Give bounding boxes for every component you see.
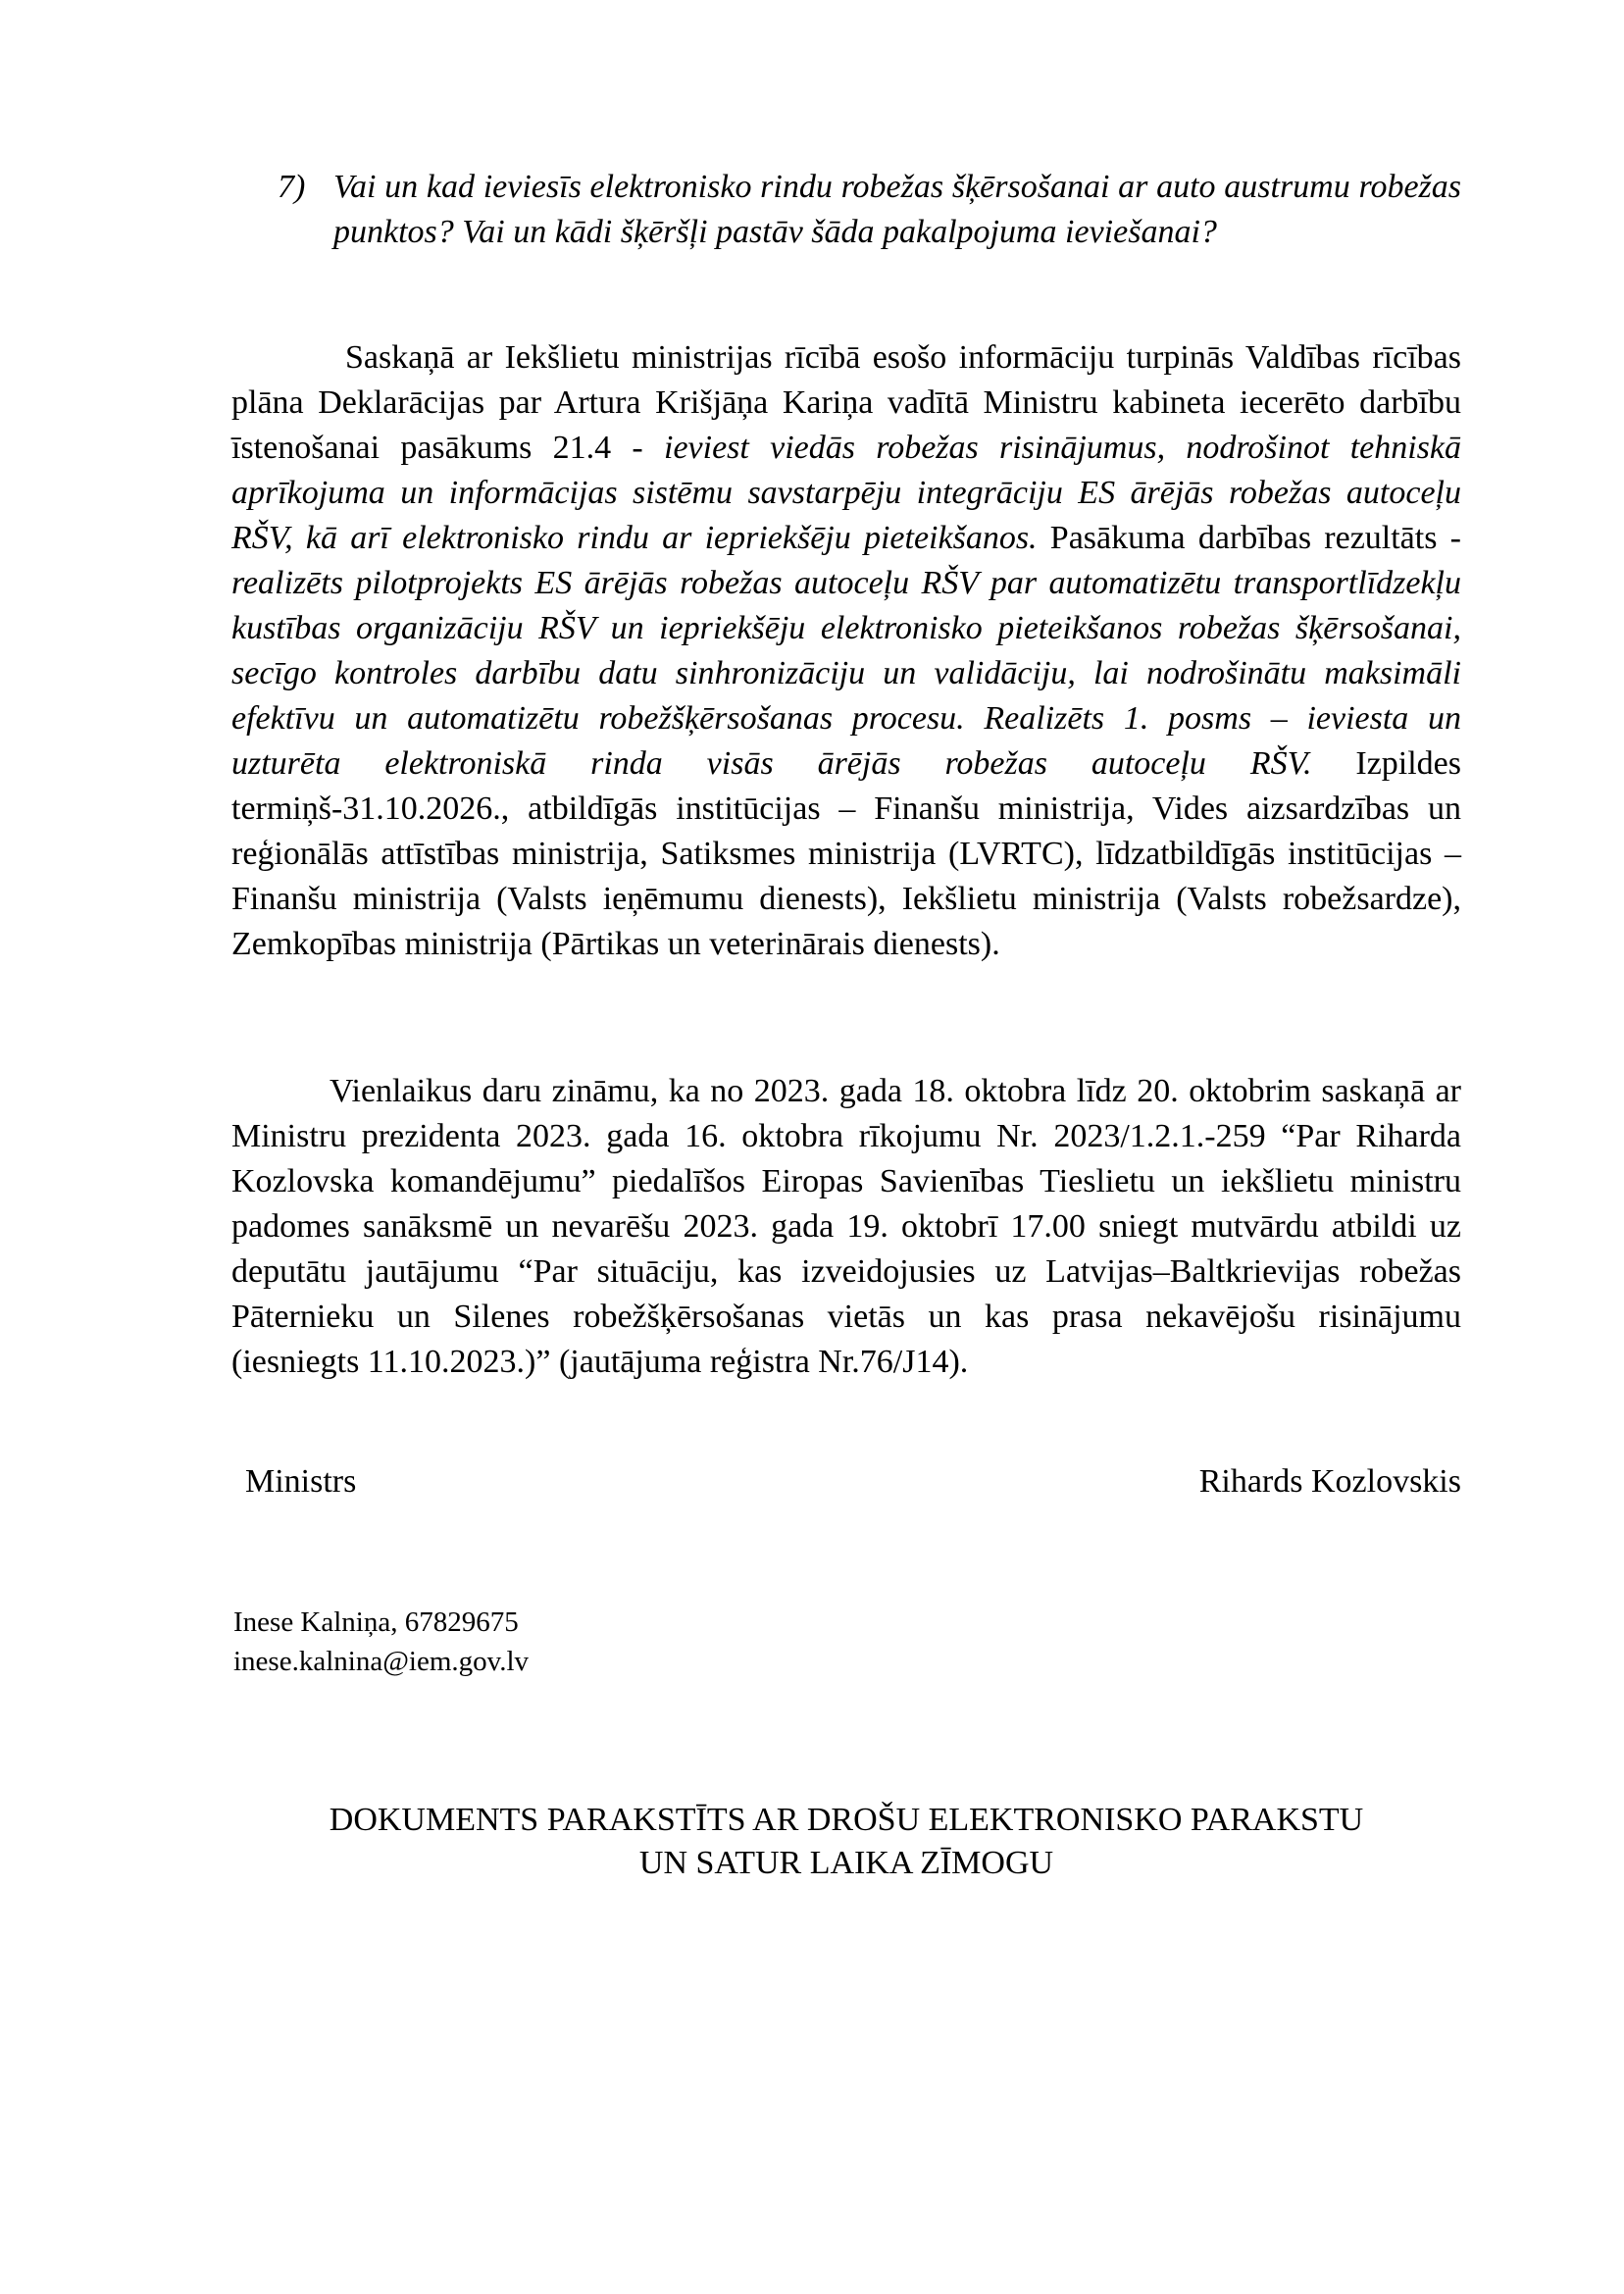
contact-email: inese.kalnina@iem.gov.lv	[233, 1646, 530, 1677]
contact-person: Inese Kalniņa, 67829675	[233, 1606, 519, 1638]
paragraph1-text-c: Izpildes termiņš-31.10.2026., atbildīgās institūcijas – Finanšu ministrija, Vides aizsardzības un reģionālās attīstības ministrija, Satiksmes ministrija (LVRTC), līdzatbildīgās institūcijas – Finanšu ministrija (Valsts ieņēmumu dienests), Iekšlietu ministrija (Valsts robežsardze), Zemkopības ministrija (Pārtikas un veterinārais dienests).	[231, 745, 1461, 962]
e-signature-notice-line-2: UN SATUR LAIKA ZĪMOGU	[638, 1845, 1054, 1881]
answer-paragraph-1	[231, 335, 1461, 967]
signature-block	[245, 1459, 1461, 1504]
e-signature-notice	[231, 1799, 1461, 1885]
question-item	[278, 165, 1461, 255]
paragraph1-text-b: Pasākuma darbības rezultāts -	[1037, 520, 1461, 556]
question-number: 7)	[278, 169, 306, 205]
paragraph1-result-italic: realizēts pilotprojekts ES ārējās robežas autoceļu RŠV par automatizētu transportlīdzekļu kustības organizāciju RŠV un iepriekšēju elektronisko pieteikšanos robežas šķērsošanai, secīgo kontroles darbību datu sinhronizāciju un validāciju, lai nodrošinātu maksimāli efektīvu un automatizētu robežšķērsošanas procesu. Realizēts 1. posms – ieviesta un uzturēta elektroniskā rinda visās ārējās robežas autoceļu RŠV.	[231, 565, 1461, 782]
signatory-position: Ministrs	[245, 1463, 357, 1500]
paragraph1-text-a: Saskaņā ar Iekšlietu ministrijas rīcībā esošo informāciju turpinās Valdības rīcības plāna Deklarācijas par Artura Krišjāņa Kariņa vadītā Ministru kabineta iecerēto darbību īstenošanai pasākums 21.4 -	[231, 339, 1461, 466]
signatory-name: Rihards Kozlovskis	[1198, 1463, 1461, 1500]
contact-block	[233, 1603, 529, 1681]
e-signature-notice-line-1: DOKUMENTS PARAKSTĪTS AR DROŠU ELEKTRONISKO PARAKSTU	[329, 1802, 1364, 1838]
question-text: Vai un kad ieviesīs elektronisko rindu robežas šķērsošanai ar auto austrumu robežas punktos? Vai un kādi šķēršļi pastāv šāda pakalpojuma ieviešanai?	[333, 169, 1461, 250]
paragraph1-measure-italic: ieviest viedās robežas risinājumus, nodrošinot tehniskā aprīkojuma un informācijas sistēmu savstarpēju integrāciju ES ārējās robežas autoceļu RŠV, kā arī elektronisko rindu ar iepriekšēju pieteikšanos.	[231, 430, 1461, 556]
answer-paragraph-2: Vienlaikus daru zināmu, ka no 2023. gada 18. oktobra līdz 20. oktobrim saskaņā ar Ministru prezidenta 2023. gada 16. oktobra rīkojumu Nr. 2023/1.2.1.-259 “Par Riharda Kozlovska komandējumu” piedalīšos Eiropas Savienības Tieslietu un iekšlietu ministru padomes sanāksmē un nevarēšu 2023. gada 19. oktobrī 17.00 sniegt mutvārdu atbildi uz deputātu jautājumu “Par situāciju, kas izveidojusies uz Latvijas–Baltkrievijas robežas Pāternieku un Silenes robežšķērsošanas vietās un kas prasa nekavējošu risinājumu (iesniegts 11.10.2023.)” (jautājuma reģistra Nr.76/J14).	[231, 1073, 1461, 1380]
